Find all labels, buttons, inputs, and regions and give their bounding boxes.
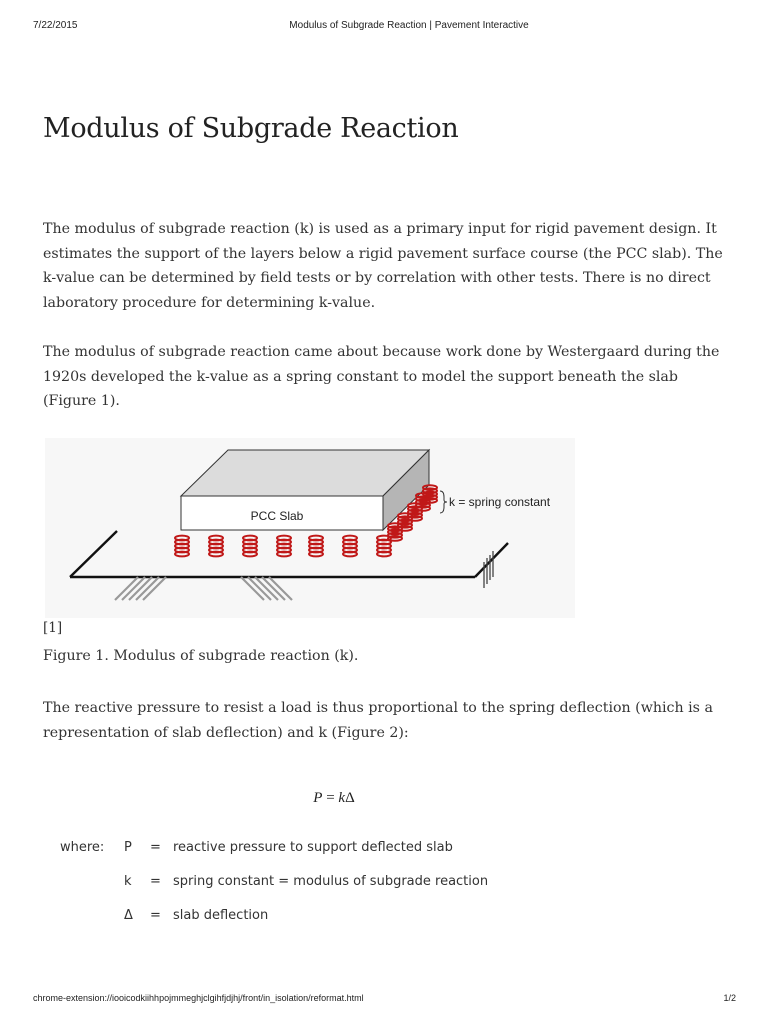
print-header bbox=[0, 14, 768, 34]
paragraph-history: The modulus of subgrade reaction came about because work done by Westergaard during the 1920s developed the k-value as a spring constant to model the support beneath the slab (Figure 1). bbox=[43, 344, 720, 409]
equation-p: P bbox=[313, 790, 323, 806]
figure-reference: [1] bbox=[43, 620, 63, 636]
spring-label: k = spring constant bbox=[449, 495, 551, 509]
equation-delta: Δ bbox=[345, 790, 355, 806]
equation-equals: = bbox=[322, 790, 339, 806]
paragraph-pressure: The reactive pressure to resist a load is thus proportional to the spring deflection (which is a representation of slab deflection) and k (Figure 2): bbox=[43, 700, 713, 741]
figure-1-diagram bbox=[45, 438, 575, 618]
pcc-slab bbox=[181, 450, 429, 530]
print-date: 7/22/2015 bbox=[33, 20, 78, 31]
paragraph-intro: The modulus of subgrade reaction (k) is used as a primary input for rigid pavement design. It estimates the support of the layers below a rigid pavement surface course (the PCC slab). The k-value can be determined by field tests or by correlation with other tests. There is no direct laboratory procedure for determining k-value. bbox=[43, 221, 723, 311]
where-equals: = bbox=[150, 840, 161, 855]
where-description: spring constant = modulus of subgrade reaction bbox=[173, 874, 489, 889]
where-symbol: k bbox=[124, 874, 132, 889]
slab-label: PCC Slab bbox=[250, 509, 304, 523]
where-equals: = bbox=[150, 908, 161, 923]
where-equals: = bbox=[150, 874, 161, 889]
figure-caption: Figure 1. Modulus of subgrade reaction (k). bbox=[43, 648, 359, 664]
print-title: Modulus of Subgrade Reaction | Pavement Interactive bbox=[289, 20, 529, 31]
where-description: reactive pressure to support deflected slab bbox=[173, 840, 453, 855]
equation bbox=[0, 790, 668, 807]
where-symbol: Δ bbox=[124, 908, 133, 923]
where-label: where: bbox=[60, 840, 105, 855]
where-description: slab deflection bbox=[173, 908, 269, 923]
page-title: Modulus of Subgrade Reaction bbox=[43, 113, 459, 144]
where-symbol: P bbox=[124, 840, 132, 855]
page-number: 1/2 bbox=[723, 993, 736, 1003]
footer-url: chrome-extension://iooicodkiihhpojmmeghjclgihfjdjhj/front/in_isolation/reformat.html bbox=[33, 993, 364, 1003]
equation-k: k bbox=[338, 790, 346, 806]
